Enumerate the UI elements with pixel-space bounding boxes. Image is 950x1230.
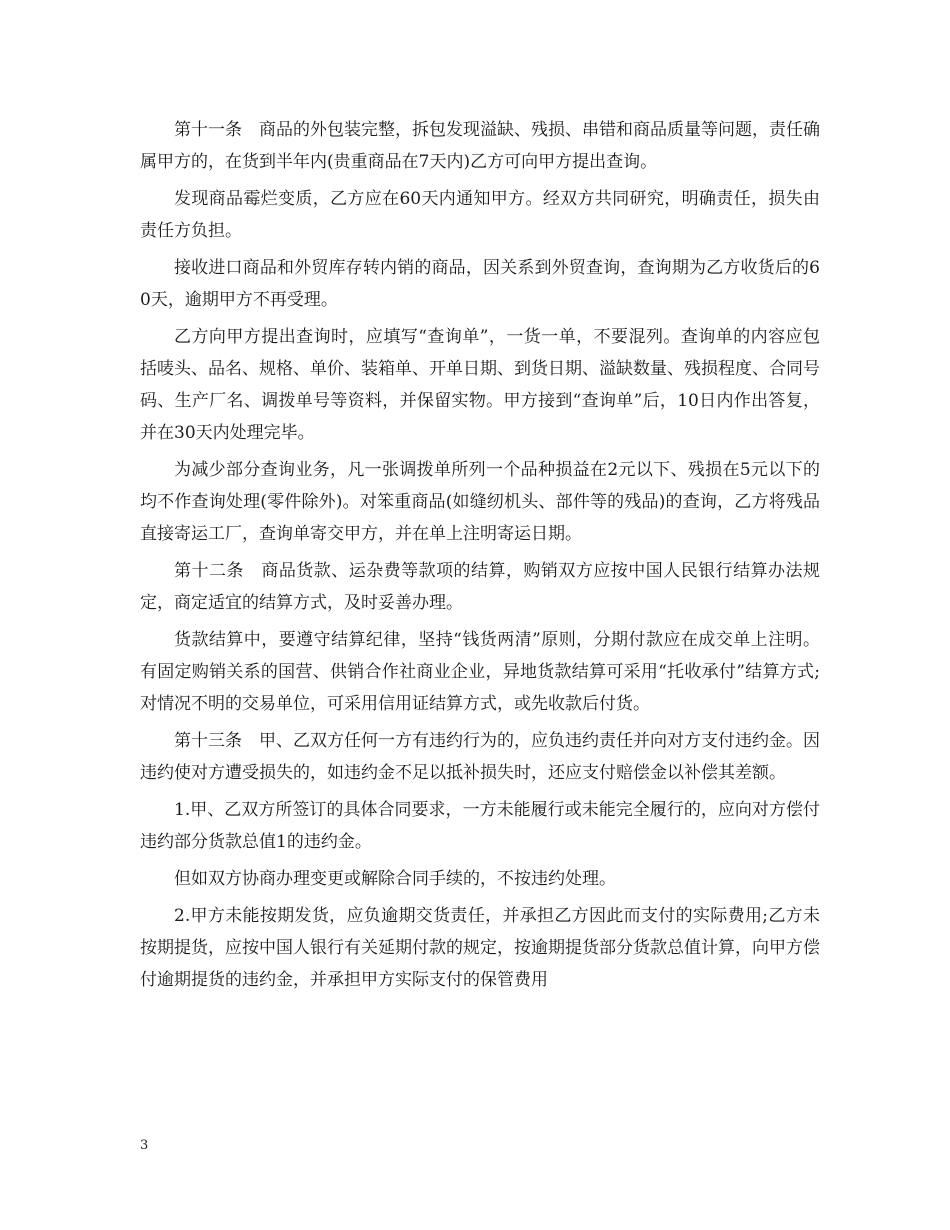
paragraph-inquiry-form: 乙方向甲方提出查询时，应填写“查询单”，一货一单，不要混列。查询单的内容应包括唛头、品名、规格、单价、装箱单、开单日期、到货日期、溢缺数量、残损程度、合同号码、生产厂名、调拨单号等资料，并保留实物。甲方接到“查询单”后，10日内作出答复，并在30天内处理完毕。 — [140, 327, 820, 443]
paragraph-clause-1: 1.甲、乙双方所签订的具体合同要求，一方未能履行或未能完全履行的，应向对方偿付违约部分货款总值1的违约金。 — [140, 800, 820, 852]
paragraph-clause-2: 2.甲方未能按期发货，应负逾期交货责任，并承担乙方因此而支付的实际费用;乙方未按期提货，应按中国人银行有关延期付款的规定，按逾期提货部分货款总值计算，向甲方偿付逾期提货的违约金，并承担甲方实际支付的保管费用 — [140, 906, 820, 990]
paragraph-article-11: 第十一条 商品的外包装完整，拆包发现溢缺、残损、串错和商品质量等问题，责任确属甲方的，在货到半年内(贵重商品在7天内)乙方可向甲方提出查询。 — [140, 120, 820, 172]
paragraph-settlement-discipline: 货款结算中，要遵守结算纪律，坚持“钱货两清”原则，分期付款应在成交单上注明。有固定购销关系的国营、供销合作社商业企业，异地货款结算可采用“托收承付”结算方式;对情况不明的交易单位，可采用信用证结算方式，或先收款后付货。 — [140, 630, 820, 714]
document-body — [140, 114, 820, 996]
paragraph-article-13: 第十三条 甲、乙双方任何一方有违约行为的，应负违约责任并向对方支付违约金。因违约使对方遭受损失的，如违约金不足以抵补损失时，还应支付赔偿金以补偿其差额。 — [140, 731, 820, 783]
page-number: 3 — [140, 1138, 149, 1153]
paragraph-clause-1-exception: 但如双方协商办理变更或解除合同手续的，不按违约处理。 — [174, 869, 616, 889]
paragraph-spoilage: 发现商品霉烂变质，乙方应在60天内通知甲方。经双方共同研究，明确责任，损失由责任方负担。 — [140, 189, 820, 241]
paragraph-article-12: 第十二条 商品货款、运杂费等款项的结算，购销双方应按中国人民银行结算办法规定，商定适宜的结算方式，及时妥善办理。 — [140, 561, 820, 613]
paragraph-inquiry-exemption: 为减少部分查询业务，凡一张调拨单所列一个品种损益在2元以下、残损在5元以下的均不作查询处理(零件除外)。对笨重商品(如缝纫机头、部件等的残品)的查询，乙方将残品直接寄运工厂，查询单寄交甲方，并在单上注明寄运日期。 — [140, 460, 820, 544]
paragraph-import-goods: 接收进口商品和外贸库存转内销的商品，因关系到外贸查询，查询期为乙方收货后的60天，逾期甲方不再受理。 — [140, 258, 820, 310]
